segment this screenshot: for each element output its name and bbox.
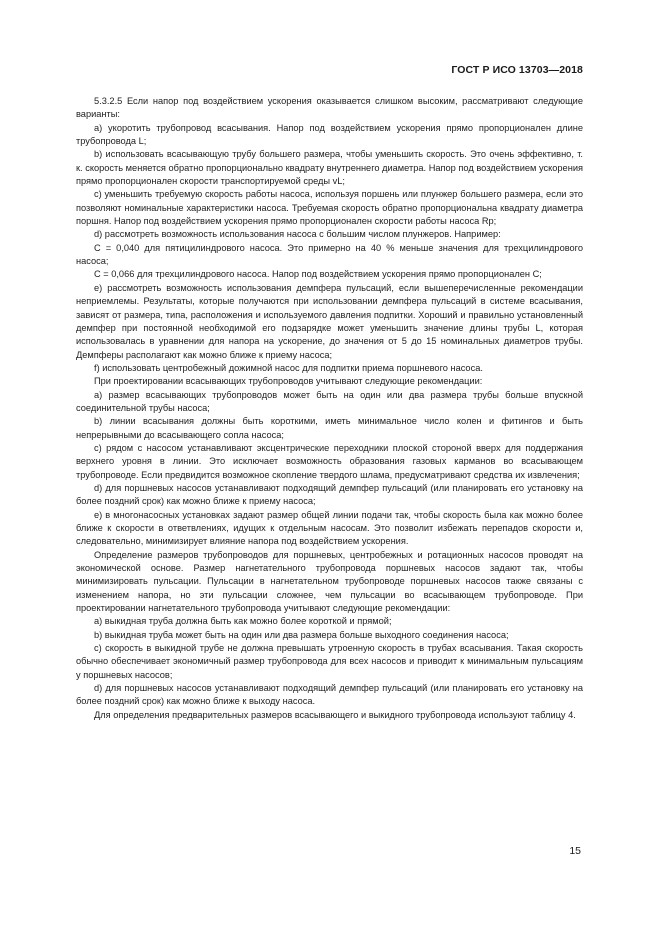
paragraph: При проектировании всасывающих трубопроводов учитывают следующие рекомендации:: [94, 376, 483, 387]
paragraph: b) использовать всасывающую трубу большего размера, чтобы уменьшить скорость. Это очень эффективно, т. к. скорость меняется обратно пропорционально квадрату внутреннего диаметра. Напор под воздействием ускорения прямо пропорционален скорости транспортируемой среды vL;: [76, 149, 583, 187]
body-text: [76, 95, 583, 722]
paragraph: a) укоротить трубопровод всасывания. Напор под воздействием ускорения прямо пропорционален длине трубопровода L;: [76, 122, 583, 147]
paragraph: e) в многонасосных установках задают размер общей линии подачи так, чтобы скорость была как можно более ближе к скорости в ответвлениях, идущих к отдельным насосам. Это позволит избежать перепадов скорости и, следовательно, минимизирует влияние напора под воздействием ускорения.: [76, 509, 583, 547]
paragraph: C = 0,066 для трехцилиндрового насоса. Напор под воздействием ускорения прямо пропорционален C;: [94, 269, 542, 280]
paragraph: 5.3.2.5 Если напор под воздействием ускорения оказывается слишком высоким, рассматривают следующие варианты:: [76, 96, 583, 120]
paragraph: b) линии всасывания должны быть короткими, иметь минимальное число колен и фитингов и быть непрерывными до всасывающего сопла насоса;: [76, 416, 583, 440]
paragraph: f) использовать центробежный дожимной насос для подпитки приема поршневого насоса.: [94, 362, 483, 373]
paragraph: C = 0,040 для пятицилиндрового насоса. Это примерно на 40 % меньше значения для трехцилиндрового насоса;: [76, 242, 583, 267]
paragraph: a) выкидная труба должна быть как можно более короткой и прямой;: [94, 616, 392, 627]
paragraph: d) рассмотреть возможность использования насоса с большим числом плунжеров. Например:: [94, 229, 501, 240]
paragraph: c) скорость в выкидной трубе не должна превышать утроенную скорость в трубах всасывания. Такая скорость обычно обеспечивает экономичный размер трубопровода для всех насосов и приводит к минимальным пульсациям у поршневых насосов;: [76, 643, 583, 680]
paragraph: Определение размеров трубопроводов для поршневых, центробежных и ротационных насосов проводят на экономической основе. Размер нагнетательного трубопровода поршневых насосов задают так, чтобы минимизировать пульсации. Пульсации в нагнетательном трубопроводе поршневых насосов также связаны с изменением напора, но эти пульсации сложнее, чем пульсации во всасывающем трубопроводе. При проектировании нагнетательного трубопровода учитывают следующие рекомендации:: [76, 549, 583, 614]
paragraph: c) рядом с насосом устанавливают эксцентрические переходники плоской стороной вверх для поддержания верхнего уровня в линии. Это исключает возможность образования газовых карманов во всасывающем трубопроводе. Если предвидится возможное скопление твердого шлама, предусматривают средства их извлечения;: [76, 442, 583, 480]
paragraph: d) для поршневых насосов устанавливают подходящий демпфер пульсаций (или планировать его установку на более поздний срок) как можно ближе к выходу насоса.: [76, 683, 583, 707]
paragraph: c) уменьшить требуемую скорость работы насоса, используя поршень или плунжер большего размера, если это позволяют номинальные характеристики насоса. Требуемая скорость обратно пропорциональна квадрату диаметра поршня. Напор под воздействием ускорения прямо пропорционален скорости работы насоса Rp;: [76, 189, 583, 227]
paragraph: d) для поршневых насосов устанавливают подходящий демпфер пульсаций (или планировать его установку на более поздний срок) как можно ближе к приему насоса;: [76, 482, 583, 507]
document-header: ГОСТ Р ИСО 13703—2018: [451, 64, 583, 76]
paragraph: a) размер всасывающих трубопроводов может быть на один или два размера трубы больше впускной соединительной трубы насоса;: [76, 389, 583, 413]
paragraph: b) выкидная труба может быть на один или два размера больше выходного соединения насоса;: [94, 629, 509, 640]
page-number: 15: [569, 845, 581, 857]
paragraph: e) рассмотреть возможность использования демпфера пульсаций, если вышеперечисленные рекомендации неприемлемы. Результаты, которые получаются при использовании демпфера пульсаций в системе всасывания, зависят от размера, типа, расположения и используемого давления подпитки. Хороший и правильно установленный демпфер при постоянной необходимой его подзарядке может уменьшить значение длины трубы L, которая использовалась в уравнении для напора на ускорение, до значения от 5 до 15 номинальных диаметров трубы. Демпферы располагают как можно ближе к приему насоса;: [76, 282, 583, 360]
paragraph: Для определения предварительных размеров всасывающего и выкидного трубопровода используют таблицу 4.: [94, 709, 576, 720]
